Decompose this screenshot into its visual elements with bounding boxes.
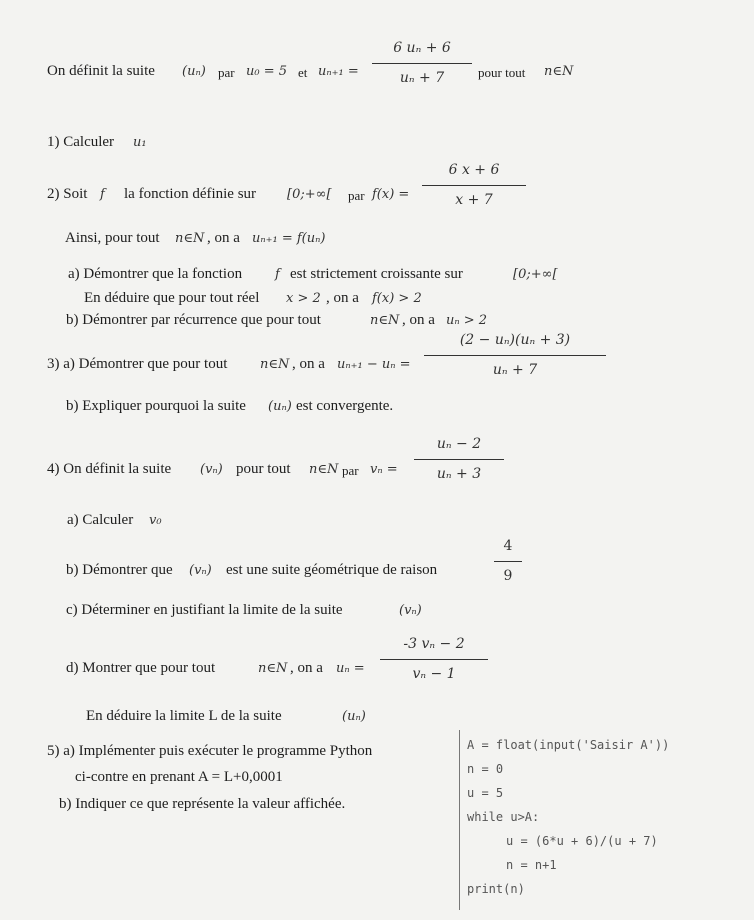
- q4a-label: a) Calculer: [67, 512, 134, 528]
- q3b-seq: (uₙ): [268, 399, 292, 414]
- intro-fraction-den: uₙ + 7: [399, 70, 445, 86]
- ainsi-cond: n∈N: [175, 231, 205, 246]
- q2b-label: b) Démontrer par récurrence que pour tout: [66, 312, 321, 328]
- q3a-fraction-num: (2 − uₙ)(uₙ + 3): [459, 332, 571, 348]
- q2-f: f: [100, 187, 105, 202]
- q4d-fraction-num: -3 vₙ − 2: [403, 636, 465, 652]
- ainsi-text: Ainsi, pour tout: [65, 230, 160, 246]
- q4d-on-a: , on a: [290, 660, 323, 676]
- ainsi-eq: uₙ₊₁ = f(uₙ): [252, 231, 326, 246]
- q2a-deduce-res: f(x) > 2: [372, 291, 422, 306]
- q2-fx: f(x) =: [372, 187, 410, 202]
- q2b-res: uₙ > 2: [446, 313, 488, 328]
- q4b-fraction-den: 9: [503, 568, 513, 584]
- q5-line3: b) Indiquer ce que représente la valeur affichée.: [59, 796, 346, 812]
- q1-math: u₁: [133, 135, 147, 150]
- q2-par: par: [348, 188, 365, 203]
- intro-rec: uₙ₊₁ =: [318, 64, 359, 79]
- q4d-cond: n∈N: [258, 661, 288, 676]
- q2a-text: est strictement croissante sur: [290, 266, 463, 282]
- intro-cond: n∈N: [544, 64, 574, 79]
- q5-line2: ci-contre en prenant A = L+0,0001: [75, 769, 283, 785]
- q4d-deduce-text: En déduire la limite L de la suite: [86, 708, 282, 724]
- q3b-text: est convergente.: [296, 398, 394, 414]
- q4b-label: b) Démontrer que: [66, 562, 173, 578]
- q5-line1: 5) a) Implémenter puis exécuter le programme Python: [47, 743, 373, 759]
- q3a-on-a: , on a: [292, 356, 325, 372]
- intro-et: et: [298, 65, 308, 80]
- code-line: u = 5: [467, 786, 504, 800]
- q4-par: par: [342, 463, 359, 478]
- q2b-on-a: , on a: [402, 312, 435, 328]
- q3a-lhs: uₙ₊₁ − uₙ =: [337, 357, 411, 372]
- code-line: A = float(input('Saisir A')): [467, 738, 670, 752]
- code-line: print(n): [467, 882, 525, 896]
- q4a-math: v₀: [149, 513, 162, 528]
- q4-fraction-den: uₙ + 3: [436, 466, 482, 482]
- q4-seq: (vₙ): [200, 462, 223, 477]
- q3a-label: 3) a) Démontrer que pour tout: [47, 356, 228, 372]
- q2-fraction-num: 6 x + 6: [448, 162, 500, 178]
- q4b-seq: (vₙ): [189, 563, 212, 578]
- q4b-fraction-num: 4: [503, 538, 513, 554]
- q2-fraction-den: x + 7: [455, 192, 493, 208]
- intro-fraction: [372, 40, 472, 86]
- q4-cond: n∈N: [309, 462, 339, 477]
- fraction-bar: [422, 185, 526, 186]
- q2-fraction: [422, 162, 526, 208]
- q4d-fraction-den: vₙ − 1: [412, 666, 456, 682]
- q2b-cond: n∈N: [370, 313, 400, 328]
- q4c-seq: (vₙ): [399, 603, 422, 618]
- q2a-f: f: [275, 267, 280, 282]
- q4c-label: c) Déterminer en justifiant la limite de la suite: [66, 602, 343, 618]
- q3a-fraction-den: uₙ + 7: [492, 362, 538, 378]
- q3b-label: b) Expliquer pourquoi la suite: [66, 398, 246, 414]
- q2-text: la fonction définie sur: [124, 186, 257, 202]
- intro-suffix: pour tout: [478, 65, 526, 80]
- fraction-bar: [372, 63, 472, 64]
- intro-u0: u₀ = 5: [246, 64, 288, 79]
- q4d-deduce-seq: (uₙ): [342, 709, 366, 724]
- code-line: u = (6*u + 6)/(u + 7): [506, 834, 658, 848]
- intro-par: par: [218, 65, 235, 80]
- q4-label: 4) On définit la suite: [47, 461, 172, 477]
- q4-fraction-num: uₙ − 2: [436, 436, 482, 452]
- q2a-deduce-text: En déduire que pour tout réel: [84, 290, 260, 306]
- intro-fraction-num: 6 uₙ + 6: [393, 40, 451, 56]
- code-line: n = n+1: [506, 858, 557, 872]
- intro-seq: (uₙ): [182, 64, 206, 79]
- q4d-fraction: [380, 636, 488, 682]
- q2a-deduce-on-a: , on a: [326, 290, 359, 306]
- q1-label: 1) Calculer: [47, 134, 115, 150]
- q2a-interval: [0;+∞[: [513, 267, 558, 282]
- ainsi-on-a: , on a: [207, 230, 240, 246]
- intro-text: On définit la suite: [47, 63, 155, 79]
- code-margin-line: [459, 730, 460, 910]
- q4d-label: d) Montrer que pour tout: [66, 660, 216, 676]
- fraction-bar: [414, 459, 504, 460]
- q3a-cond: n∈N: [260, 357, 290, 372]
- q2-interval: [0;+∞[: [287, 187, 332, 202]
- q4-lhs: vₙ =: [370, 462, 398, 477]
- q4b-fraction: [494, 538, 522, 584]
- q2a-label: a) Démontrer que la fonction: [68, 266, 243, 282]
- q2a-deduce-cond: x > 2: [286, 291, 321, 306]
- q4-fraction: [414, 436, 504, 482]
- fraction-bar: [424, 355, 606, 356]
- code-line: n = 0: [467, 762, 504, 776]
- q2-label: 2) Soit: [47, 186, 88, 202]
- fraction-bar: [494, 561, 522, 562]
- q4b-text: est une suite géométrique de raison: [226, 562, 438, 578]
- fraction-bar: [380, 659, 488, 660]
- q4-text: pour tout: [236, 461, 291, 477]
- q3a-fraction: [424, 332, 606, 378]
- q4d-lhs: uₙ =: [336, 661, 365, 676]
- code-line: while u>A:: [467, 810, 540, 824]
